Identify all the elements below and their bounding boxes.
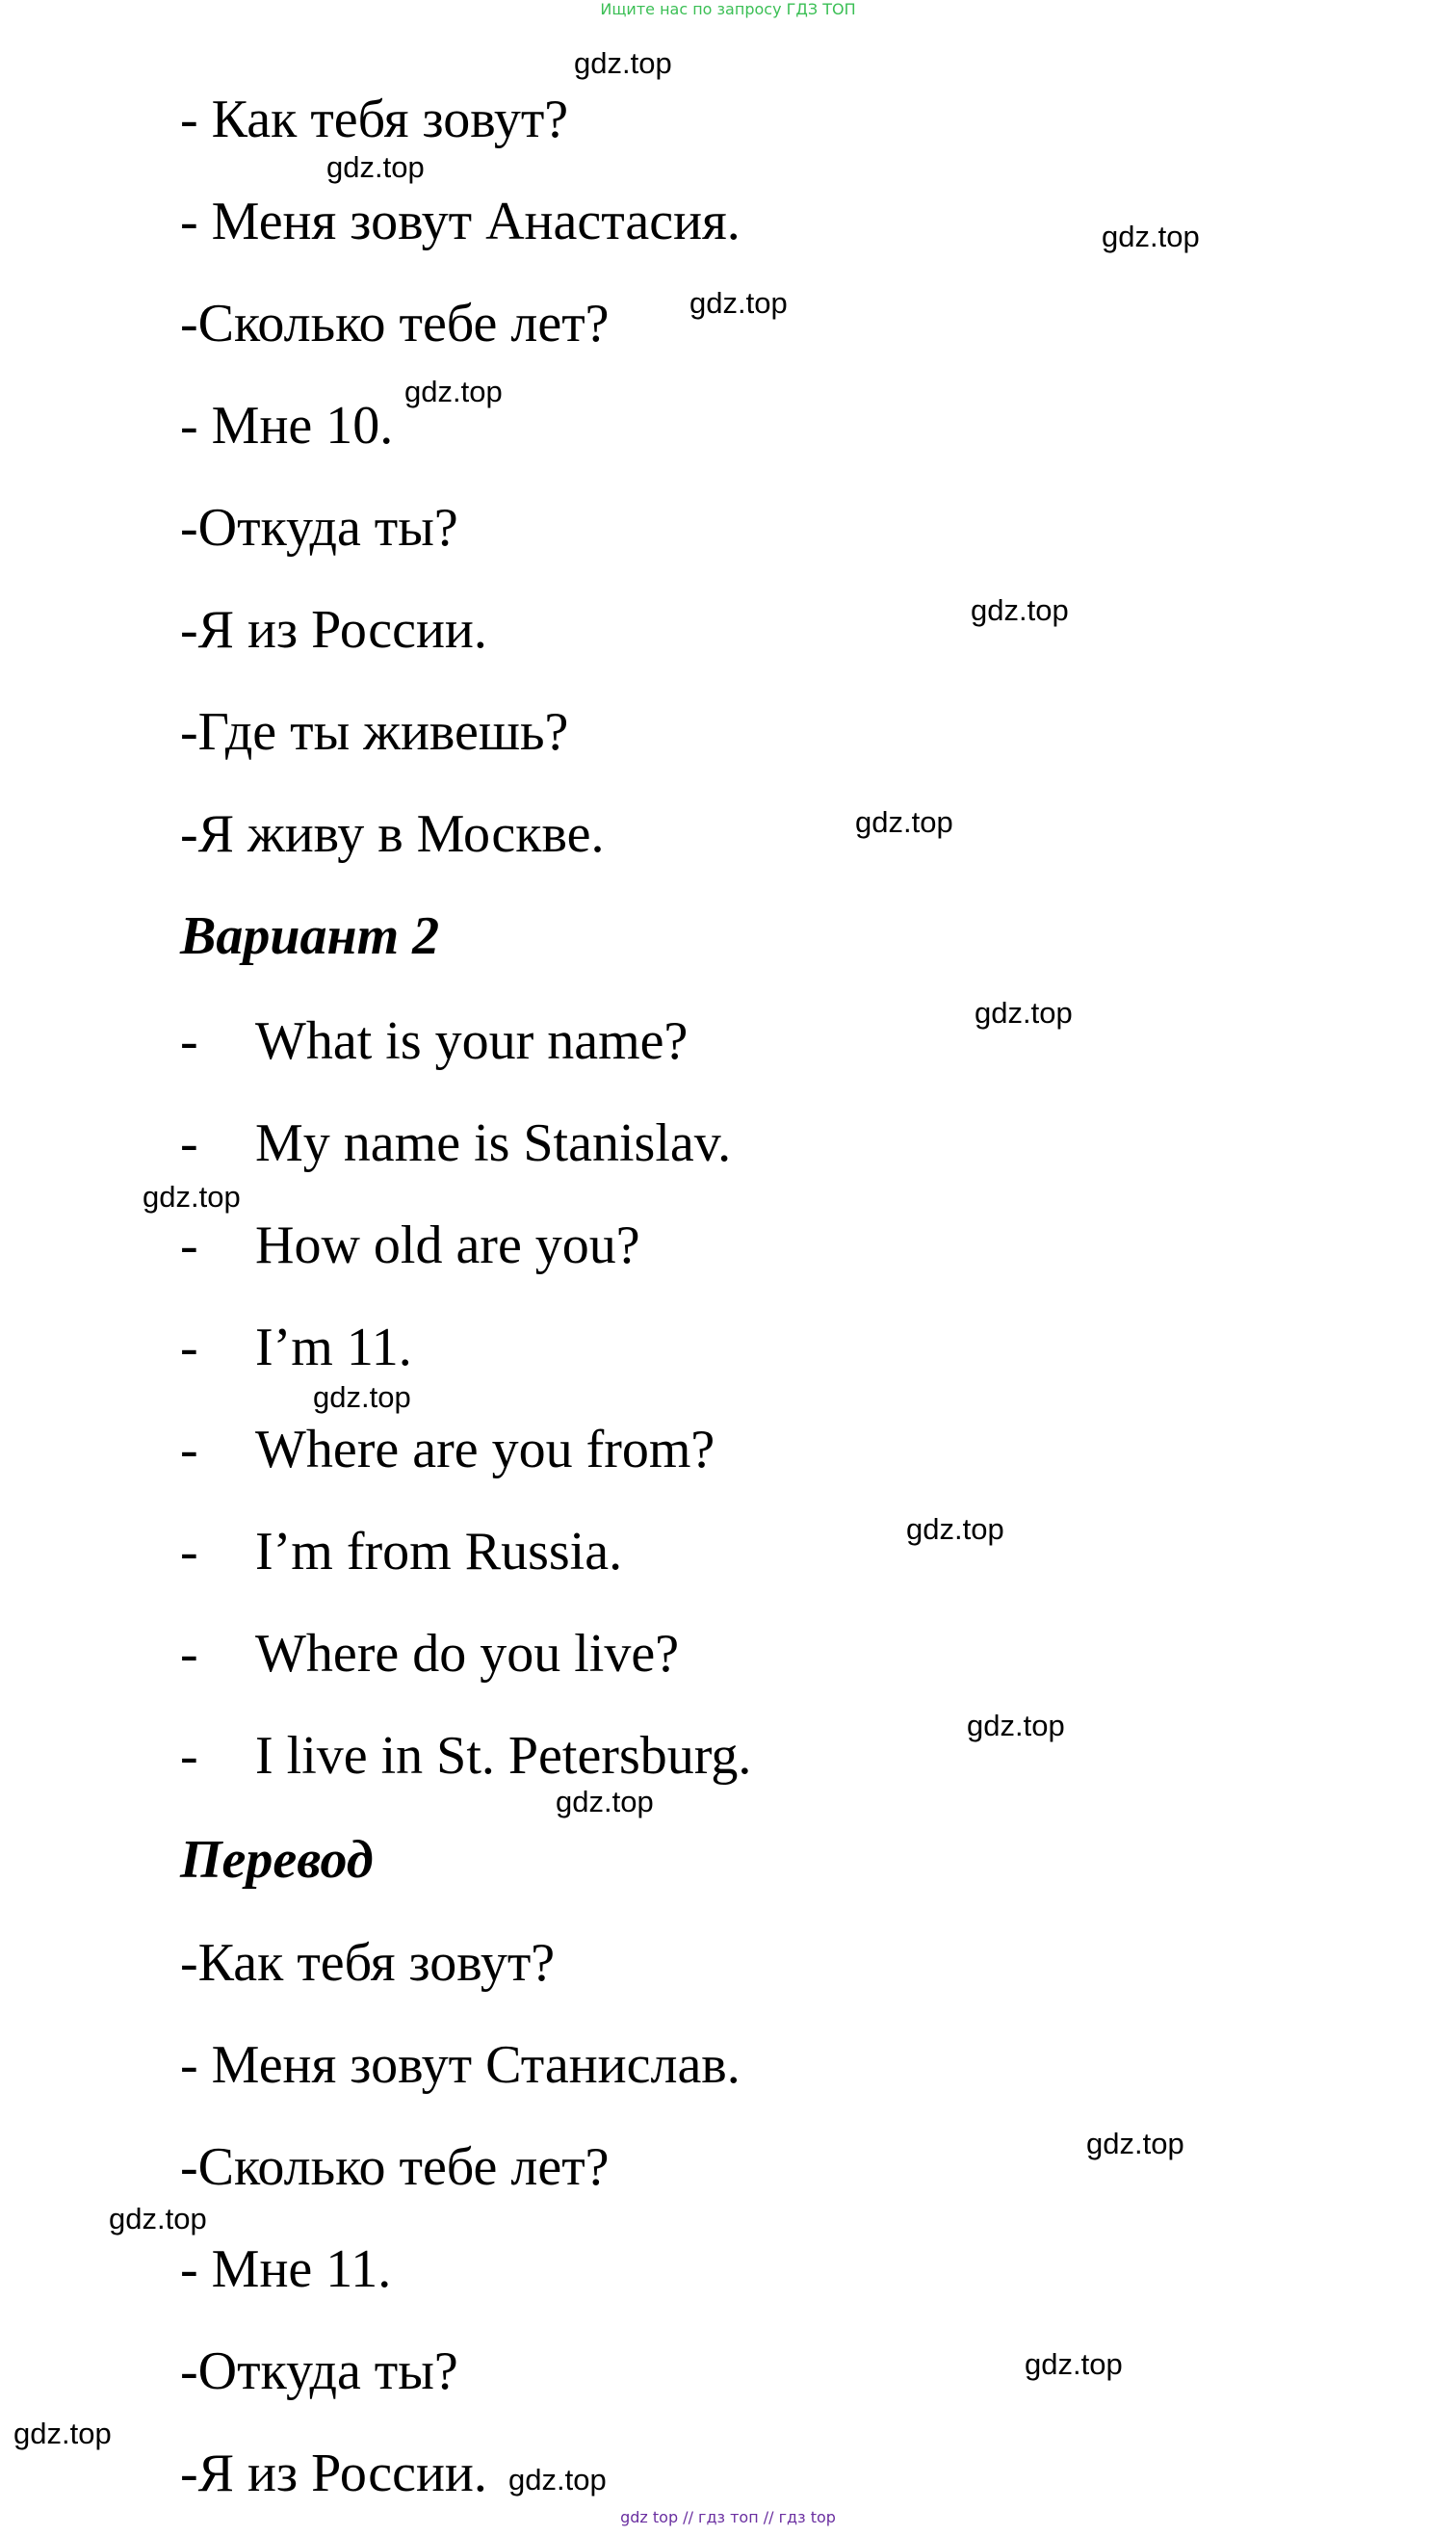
- dialogue-line: -Я из России.: [180, 600, 487, 660]
- dash-marker: -: [180, 1522, 198, 1582]
- dialogue-line: [180, 1112, 731, 1174]
- dialogue-line: -Сколько тебе лет?: [180, 294, 610, 353]
- dash-marker: -: [180, 1624, 198, 1684]
- dialogue-text: Where are you from?: [255, 1420, 715, 1479]
- dialogue-text: I’m from Russia.: [255, 1522, 623, 1582]
- dialogue-line: [180, 1521, 622, 1582]
- dialogue-line: [180, 1725, 751, 1787]
- dash-marker: -: [180, 1318, 198, 1377]
- dialogue-line: -Откуда ты?: [180, 498, 458, 558]
- watermark: gdz.top: [508, 2463, 607, 2497]
- dialogue-line: - Меня зовут Анастасия.: [180, 192, 741, 251]
- watermark: gdz.top: [109, 2202, 207, 2235]
- dialogue-line: [180, 1317, 412, 1378]
- dialogue-text: I’m 11.: [255, 1318, 412, 1377]
- watermark: gdz.top: [13, 2417, 112, 2450]
- dialogue-line: [180, 1215, 640, 1276]
- footer-links: gdz top // гдз топ // гдз top: [620, 2508, 836, 2526]
- dialogue-text: How old are you?: [255, 1216, 640, 1275]
- dialogue-line: [180, 1419, 715, 1480]
- watermark: gdz.top: [1086, 2127, 1184, 2160]
- watermark: gdz.top: [1025, 2347, 1123, 2381]
- watermark: gdz.top: [326, 150, 425, 184]
- dialogue-text: I live in St. Petersburg.: [255, 1726, 752, 1786]
- watermark: gdz.top: [313, 1380, 411, 1414]
- watermark: gdz.top: [975, 996, 1073, 1030]
- dialogue-line: -Откуда ты?: [180, 2341, 458, 2401]
- dialogue-line: - Как тебя зовут?: [180, 90, 569, 149]
- watermark: gdz.top: [971, 593, 1069, 627]
- dialogue-line: - Мне 10.: [180, 396, 394, 456]
- watermark: gdz.top: [1102, 220, 1200, 253]
- dialogue-line: -Сколько тебе лет?: [180, 2137, 610, 2197]
- dash-marker: -: [180, 1216, 198, 1275]
- dialogue-text: Where do you live?: [255, 1624, 680, 1684]
- watermark: gdz.top: [143, 1180, 241, 1214]
- dialogue-line: [180, 1010, 688, 1072]
- top-banner: Ищите нас по запросу ГДЗ ТОП: [600, 0, 856, 18]
- dialogue-line: -Я из России.: [180, 2444, 487, 2503]
- dialogue-line: [180, 1623, 679, 1685]
- section-heading-variant-2: Вариант 2: [180, 906, 440, 966]
- dialogue-text: My name is Stanislav.: [255, 1113, 732, 1173]
- dash-marker: -: [180, 1113, 198, 1173]
- watermark: gdz.top: [574, 46, 672, 80]
- dialogue-line: -Где ты живешь?: [180, 702, 569, 762]
- watermark: gdz.top: [906, 1512, 1004, 1546]
- dialogue-line: -Я живу в Москве.: [180, 804, 605, 864]
- dialogue-line: - Мне 11.: [180, 2239, 392, 2299]
- dash-marker: -: [180, 1011, 198, 1071]
- watermark: gdz.top: [689, 286, 788, 320]
- watermark: gdz.top: [967, 1709, 1065, 1742]
- section-heading-translation: Перевод: [180, 1830, 374, 1890]
- watermark: gdz.top: [404, 375, 503, 408]
- dialogue-line: - Меня зовут Станислав.: [180, 2035, 741, 2095]
- watermark: gdz.top: [556, 1785, 654, 1818]
- dash-marker: -: [180, 1726, 198, 1786]
- watermark: gdz.top: [855, 805, 953, 839]
- dialogue-text: What is your name?: [255, 1011, 689, 1071]
- dialogue-line: -Как тебя зовут?: [180, 1933, 556, 1993]
- dash-marker: -: [180, 1420, 198, 1479]
